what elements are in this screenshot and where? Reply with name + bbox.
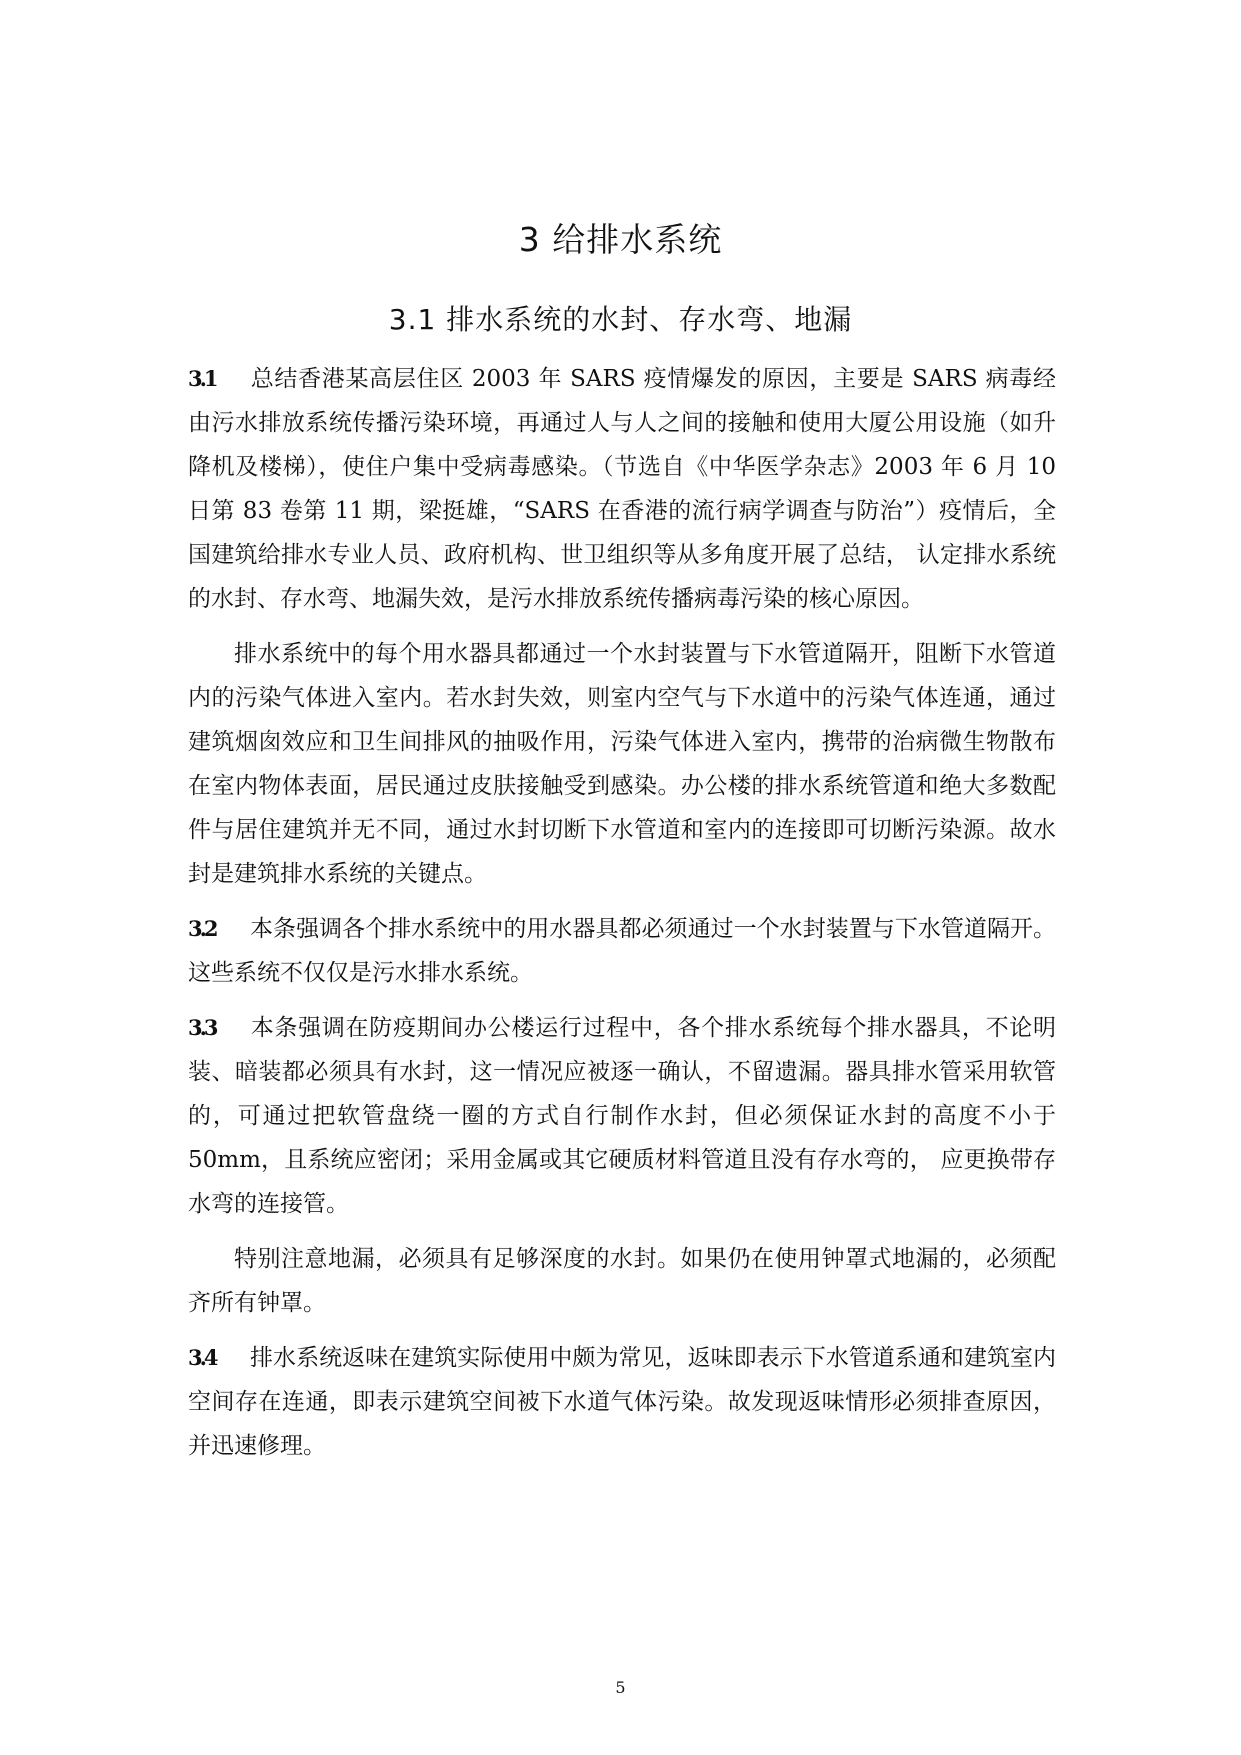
paragraph-3-4 <box>188 1336 1056 1468</box>
paragraph-text: 总结香港某高层住区 2003 年 SARS 疫情爆发的原因，主要是 SARS 病毒经由污水排放系统传播污染环境，再通过人与人之间的接触和使用大厦公用设施（如升降机及楼梯），使住户集中受病毒感染。（节选自《中华医学杂志》2003 年 6 月 10 日第 83 卷第 11 期，梁挺雄，“SARS 在香港的流行病学调查与防治”）疫情后，全国建筑给排水专业人员、政府机构、世卫组织等从多角度开展了总结， 认定排水系统的水封、存水弯、地漏失效，是污水排放系统传播病毒污染的核心原因。 <box>188 366 1056 612</box>
paragraph-3-1 <box>188 357 1056 621</box>
section-title: 3.1 排水系统的水封、存水弯、地漏 <box>388 303 853 336</box>
paragraph-3-3-continued <box>188 1237 1056 1325</box>
paragraph-text: 本条强调各个排水系统中的用水器具都必须通过一个水封装置与下水管道隔开。这些系统不仅仅是污水排水系统。 <box>188 916 1056 986</box>
paragraph-3-3 <box>188 1006 1056 1226</box>
paragraph-3-1-continued <box>188 632 1056 896</box>
body-text <box>188 357 1056 1479</box>
paragraph-text: 排水系统返味在建筑实际使用中颇为常见，返味即表示下水管道系通和建筑室内空间存在连通，即表示建筑空间被下水道气体污染。故发现返味情形必须排查原因，并迅速修理。 <box>188 1345 1056 1459</box>
chapter-title: 3 给排水系统 <box>518 220 723 259</box>
paragraph-text: 特别注意地漏，必须具有足够深度的水封。如果仍在使用钟罩式地漏的，必须配齐所有钟罩。 <box>188 1246 1056 1316</box>
clause-number: 3.1 <box>188 366 216 391</box>
page-number: 5 <box>615 1678 626 1697</box>
clause-number: 3.3 <box>188 1015 216 1040</box>
clause-number: 3.4 <box>188 1345 216 1370</box>
paragraph-text: 本条强调在防疫期间办公楼运行过程中，各个排水系统每个排水器具，不论明装、暗装都必须具有水封，这一情况应被逐一确认，不留遗漏。器具排水管采用软管的，可通过把软管盘绕一圈的方式自行制作水封，但必须保证水封的高度不小于 50mm，且系统应密闭；采用金属或其它硬质材料管道且没有存水弯的， 应更换带存水弯的连接管。 <box>188 1015 1056 1217</box>
paragraph-text: 排水系统中的每个用水器具都通过一个水封装置与下水管道隔开，阻断下水管道内的污染气体进入室内。若水封失效，则室内空气与下水道中的污染气体连通，通过建筑烟囱效应和卫生间排风的抽吸作用，污染气体进入室内，携带的治病微生物散布在室内物体表面，居民通过皮肤接触受到感染。办公楼的排水系统管道和绝大多数配件与居住建筑并无不同，通过水封切断下水管道和室内的连接即可切断污染源。故水封是建筑排水系统的关键点。 <box>188 641 1056 887</box>
paragraph-3-2 <box>188 907 1056 995</box>
clause-number: 3.2 <box>188 916 216 941</box>
